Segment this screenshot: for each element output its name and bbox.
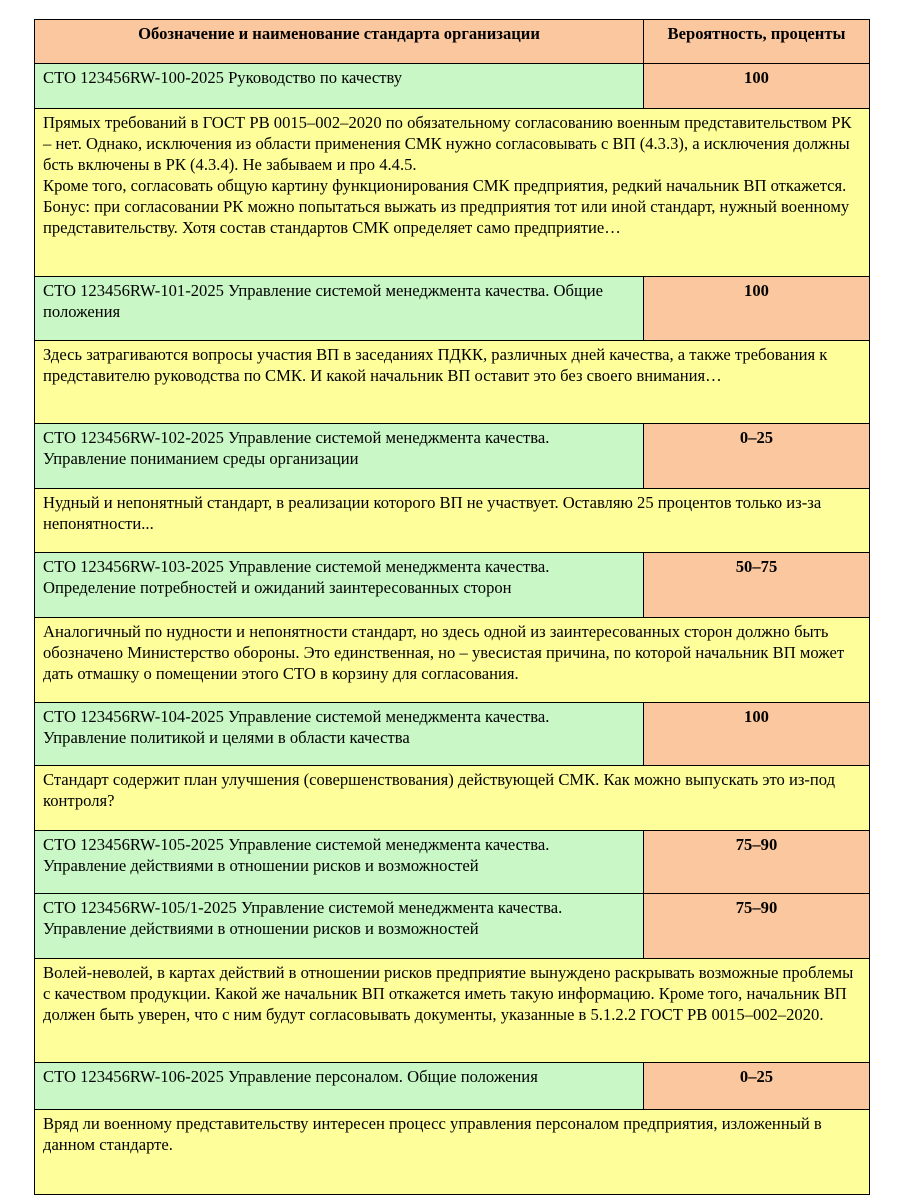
standards-table (34, 19, 870, 1195)
standard-row (35, 277, 870, 341)
standard-name: СТО 123456RW-103-2025 Управление системой менеджмента качества. Определение потребностей и ожиданий заинтересованных сторон (35, 553, 644, 618)
standard-row (35, 894, 870, 959)
comment-row (35, 766, 870, 831)
table-header-row (35, 20, 870, 64)
probability-value: 50–75 (644, 553, 870, 618)
standard-row (35, 424, 870, 489)
header-standard-name: Обозначение и наименование стандарта организации (35, 20, 644, 64)
comment-row (35, 618, 870, 703)
comment-text: Здесь затрагиваются вопросы участия ВП в заседаниях ПДКК, различных дней качества, а также требования к представителю руководства по СМК. И какой начальник ВП оставит это без своего внимания… (35, 341, 870, 424)
probability-value: 75–90 (644, 894, 870, 959)
comment-text: Волей-неволей, в картах действий в отношении рисков предприятие вынуждено раскрывать возможные проблемы с качеством продукции. Какой же начальник ВП откажется иметь такую информацию. Кроме того, начальник ВП должен быть уверен, что с ним будут согласовывать документы, указанные в 5.1.2.2 ГОСТ РВ 0015–002–2020. (35, 959, 870, 1063)
probability-value: 100 (644, 64, 870, 109)
standard-name: СТО 123456RW-104-2025 Управление системой менеджмента качества. Управление политикой и целями в области качества (35, 703, 644, 766)
standard-row (35, 553, 870, 618)
comment-text: Стандарт содержит план улучшения (совершенствования) действующей СМК. Как можно выпускать это из-под контроля? (35, 766, 870, 831)
standard-name: СТО 123456RW-101-2025 Управление системой менеджмента качества. Общие положения (35, 277, 644, 341)
probability-value: 0–25 (644, 424, 870, 489)
standard-name: СТО 123456RW-105-2025 Управление системой менеджмента качества. Управление действиями в отношении рисков и возможностей (35, 831, 644, 894)
header-probability: Вероятность, проценты (644, 20, 870, 64)
comment-row (35, 341, 870, 424)
comment-row (35, 959, 870, 1063)
comment-text: Нудный и непонятный стандарт, в реализации которого ВП не участвует. Оставляю 25 процентов только из-за непонятности... (35, 489, 870, 553)
comment-row (35, 109, 870, 277)
probability-value: 75–90 (644, 831, 870, 894)
standard-row (35, 831, 870, 894)
comment-row (35, 1110, 870, 1195)
standard-row (35, 1063, 870, 1110)
comment-text: Вряд ли военному представительству интересен процесс управления персоналом предприятия, изложенный в данном стандарте. (35, 1110, 870, 1195)
probability-value: 100 (644, 277, 870, 341)
comment-row (35, 489, 870, 553)
standard-name: СТО 123456RW-105/1-2025 Управление системой менеджмента качества. Управление действиями в отношении рисков и возможностей (35, 894, 644, 959)
standard-name: СТО 123456RW-106-2025 Управление персоналом. Общие положения (35, 1063, 644, 1110)
probability-value: 0–25 (644, 1063, 870, 1110)
standard-row (35, 703, 870, 766)
standard-row (35, 64, 870, 109)
standard-name: СТО 123456RW-100-2025 Руководство по качеству (35, 64, 644, 109)
comment-text: Прямых требований в ГОСТ РВ 0015–002–2020 по обязательному согласованию военным представительством РК – нет. Однако, исключения из области применения СМК нужно согласовывать с ВП (4.3.3), а исключения должны бсть включены в РК (4.3.4). Не забываем и про 4.4.5. Кроме того, согласовать общую картину функционирования СМК предприятия, редкий начальник ВП откажется. Бонус: при согласовании РК можно попытаться выжать из предприятия тот или иной стандарт, нужный военному представительству. Хотя состав стандартов СМК определяет само предприятие… (35, 109, 870, 277)
comment-text: Аналогичный по нудности и непонятности стандарт, но здесь одной из заинтересованных сторон должно быть обозначено Министерство обороны. Это единственная, но – увесистая причина, по которой начальник ВП может дать отмашку о помещении этого СТО в корзину для согласования. (35, 618, 870, 703)
probability-value: 100 (644, 703, 870, 766)
standard-name: СТО 123456RW-102-2025 Управление системой менеджмента качества. Управление пониманием среды организации (35, 424, 644, 489)
